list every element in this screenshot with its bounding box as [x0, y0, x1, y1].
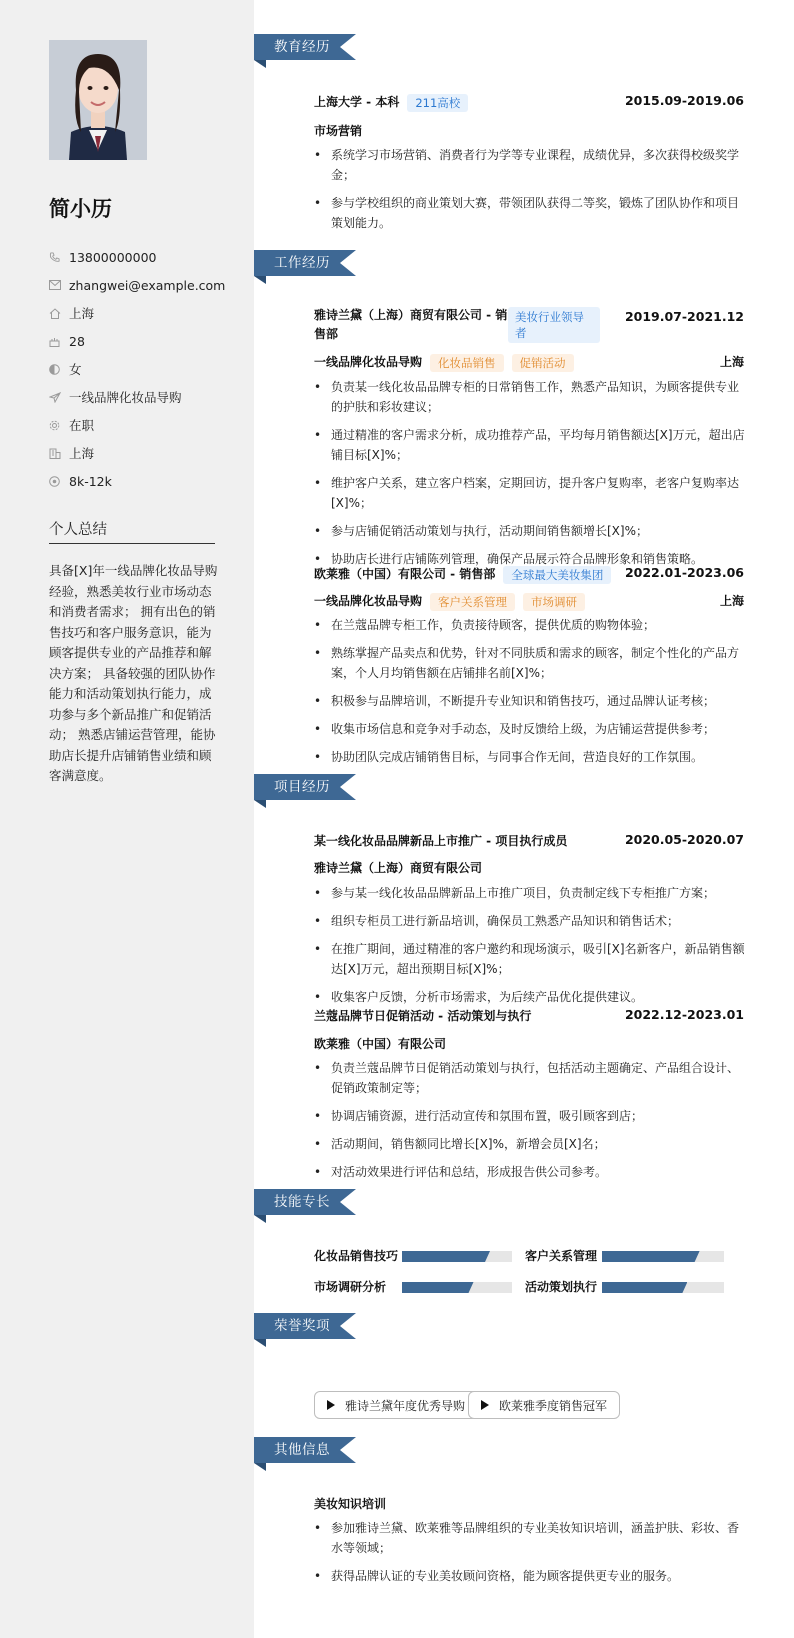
list-item: • 熟练掌握产品卖点和优势，针对不同肤质和需求的顾客，制定个性化的产品方案，个人月均销售额在店铺排名前[X]%； [314, 643, 746, 683]
contact-info-list [49, 243, 225, 495]
email-value: zhangwei@example.com [69, 277, 226, 293]
work-role-1 [314, 353, 574, 372]
other-title: 美妆知识培训 [314, 1497, 387, 1511]
work-bullets-1 [314, 377, 746, 577]
company-name: 欧莱雅（中国）有限公司 - 销售部 [314, 567, 496, 581]
profile-name: 简小历 [49, 197, 112, 221]
role-tag: 化妆品销售 [430, 354, 504, 372]
work-date-2: 2022.01-2023.06 [624, 565, 744, 580]
list-item: • 收集客户反馈，分析市场需求，为后续产品优化提供建议。 [314, 987, 746, 1007]
section-header-work [254, 250, 364, 276]
company-tag: 美妆行业领导者 [508, 307, 600, 343]
list-item: • 负责某一线化妆品品牌专柜的日常销售工作，熟悉产品知识，为顾客提供专业的护肤和彩妆建议； [314, 377, 746, 417]
info-age [49, 327, 225, 355]
work-bullets-2 [314, 615, 746, 775]
skill-bar [602, 1282, 724, 1293]
list-item: • 在兰蔻品牌专柜工作，负责接待顾客，提供优质的购物体验； [314, 615, 746, 635]
role-name: 一线品牌化妆品导购 [314, 594, 423, 608]
list-item: • 负责兰蔻品牌节日促销活动策划与执行，包括活动主题确定、产品组合设计、促销政策制定等； [314, 1058, 746, 1098]
skill-bar [402, 1251, 512, 1262]
list-item: • 系统学习市场营销、消费者行为学等专业课程，成绩优异，多次获得校级奖学金； [314, 145, 746, 185]
summary-divider [49, 543, 215, 544]
list-item: • 参与店铺促销活动策划与执行，活动期间销售额增长[X]%； [314, 521, 746, 541]
info-phone [49, 243, 225, 271]
list-item: • 维护客户关系，建立客户档案，定期回访，提升客户复购率，老客户复购率达[X]%； [314, 473, 746, 513]
home-icon [49, 308, 69, 319]
section-header-other [254, 1437, 364, 1463]
project-company-2: 欧莱雅（中国）有限公司 [314, 1037, 447, 1051]
award-name: 雅诗兰黛年度优秀导购 [345, 1398, 466, 1413]
mail-icon [49, 280, 69, 290]
other-bullets [314, 1518, 746, 1594]
school-tag: 211高校 [407, 94, 468, 112]
role-tag: 客户关系管理 [430, 593, 515, 611]
skill-name: 市场调研分析 [314, 1280, 387, 1294]
skill-bar-fill [602, 1282, 687, 1293]
section-header-project [254, 774, 364, 800]
work-role-2 [314, 592, 585, 611]
skill-item [314, 1247, 398, 1264]
list-item: • 组织专柜员工进行新品培训，确保员工熟悉产品知识和销售话术； [314, 911, 746, 931]
role-tag: 促销活动 [512, 354, 574, 372]
summary-title: 个人总结 [49, 522, 107, 538]
list-item: • 通过精准的客户需求分析，成功推荐产品，平均每月销售额达[X]万元，超出店铺目标[X]%； [314, 425, 746, 465]
section-title: 工作经历 [274, 255, 330, 271]
section-header-honors [254, 1313, 364, 1339]
company-tag: 全球最大美妆集团 [503, 566, 611, 584]
list-item: • 活动期间，销售额同比增长[X]%，新增会员[X]名； [314, 1134, 746, 1154]
info-target-city [49, 439, 225, 467]
section-title: 荣誉奖项 [274, 1318, 330, 1334]
info-status [49, 411, 225, 439]
education-major: 市场营销 [314, 124, 363, 138]
work-company-1: 雅诗兰黛（上海）商贸有限公司 - 销售部 [314, 308, 508, 341]
skill-bar-fill [402, 1282, 474, 1293]
status-value: 在职 [69, 418, 95, 433]
gender-icon [49, 364, 69, 375]
skill-bar-fill [402, 1251, 490, 1262]
list-item: • 协助店长进行店铺陈列管理，确保产品展示符合品牌形象和销售策略。 [314, 549, 746, 569]
award-badge [468, 1391, 620, 1419]
section-title: 技能专长 [274, 1194, 330, 1210]
target-job-value: 一线品牌化妆品导购 [69, 390, 182, 405]
section-title: 教育经历 [274, 39, 330, 55]
skill-item [525, 1247, 597, 1264]
summary-text: 具备[X]年一线品牌化妆品导购经验，熟悉美妆行业市场动态和消费者需求； 拥有出色的销售技巧和客户服务意识，能为顾客提供专业的产品推荐和解决方案； 具备较强的团队协作能力和活动策划执行能力，成功参与多个新品推广和促销活动； 熟悉店铺运营管理，能协助店长提升店铺销售业绩和顾客满意度。 [49, 563, 218, 783]
sidebar [0, 0, 254, 1638]
list-item: • 参加雅诗兰黛、欧莱雅等品牌组织的专业美妆知识培训，涵盖护肤、彩妆、香水等领域； [314, 1518, 746, 1558]
section-header-education [254, 34, 364, 60]
education-bullets [314, 145, 746, 241]
section-header-skills [254, 1189, 364, 1215]
skill-name: 客户关系管理 [525, 1249, 598, 1263]
project-title-2: 兰蔻品牌节日促销活动 - 活动策划与执行 [314, 1009, 532, 1023]
list-item: • 在推广期间，通过精准的客户邀约和现场演示，吸引[X]名新客户，新品销售额达[X]万元，超出预期目标[X]%； [314, 939, 746, 979]
project-company-1: 雅诗兰黛（上海）商贸有限公司 [314, 861, 483, 875]
list-item: • 对活动效果进行评估和总结，形成报告供公司参考。 [314, 1162, 746, 1182]
skill-item [525, 1278, 597, 1295]
project-title-1: 某一线化妆品品牌新品上市推广 - 项目执行成员 [314, 834, 568, 848]
building-icon [49, 448, 69, 459]
play-icon [481, 1400, 489, 1410]
skill-bar [602, 1251, 724, 1262]
work-date-1: 2019.07-2021.12 [624, 309, 744, 324]
list-item: • 协助团队完成店铺销售目标，与同事合作无间，营造良好的工作氛围。 [314, 747, 746, 767]
list-item: • 参与某一线化妆品品牌新品上市推广项目，负责制定线下专柜推广方案； [314, 883, 746, 903]
info-email [49, 271, 225, 299]
award-badge [314, 1391, 478, 1419]
section-title: 项目经历 [274, 779, 330, 795]
city-value: 上海 [69, 306, 95, 321]
award-name: 欧莱雅季度销售冠军 [499, 1398, 608, 1413]
skill-bar-fill [602, 1251, 700, 1262]
work-tag-1 [508, 307, 600, 343]
age-icon [49, 336, 69, 347]
list-item: • 获得品牌认证的专业美妆顾问资格，能为顾客提供更专业的服务。 [314, 1566, 746, 1586]
section-title: 其他信息 [274, 1442, 330, 1458]
role-name: 一线品牌化妆品导购 [314, 355, 423, 369]
phone-value: 13800000000 [69, 249, 157, 265]
age-value: 28 [69, 333, 85, 349]
list-item: • 收集市场信息和竞争对手动态，及时反馈给上级，为店铺运营提供参考； [314, 719, 746, 739]
list-item: • 参与学校组织的商业策划大赛，带领团队获得二等奖，锻炼了团队协作和项目策划能力。 [314, 193, 746, 233]
play-icon [327, 1400, 335, 1410]
gear-icon [49, 420, 69, 431]
salary-value: 8k-12k [69, 473, 112, 489]
info-salary [49, 467, 225, 495]
info-city [49, 299, 225, 327]
skill-bar [402, 1282, 512, 1293]
school-name: 上海大学 - 本科 [314, 95, 400, 109]
list-item: • 积极参与品牌培训，不断提升专业知识和销售技巧，通过品牌认证考核； [314, 691, 746, 711]
work-location-1: 上海 [719, 355, 744, 369]
skill-name: 活动策划执行 [525, 1280, 598, 1294]
work-location-2: 上海 [719, 594, 744, 608]
phone-icon [49, 252, 69, 263]
money-icon [49, 476, 69, 487]
project-bullets-2 [314, 1058, 746, 1190]
role-tag: 市场调研 [523, 593, 585, 611]
skill-name: 化妆品销售技巧 [314, 1249, 399, 1263]
project-date-2: 2022.12-2023.01 [624, 1007, 744, 1022]
education-date: 2015.09-2019.06 [624, 93, 744, 108]
gender-value: 女 [69, 362, 82, 377]
send-icon [49, 392, 69, 403]
info-target-job [49, 383, 225, 411]
project-bullets-1 [314, 883, 746, 1015]
project-date-1: 2020.05-2020.07 [624, 832, 744, 847]
list-item: • 协调店铺资源，进行活动宣传和氛围布置，吸引顾客到店； [314, 1106, 746, 1126]
profile-photo [49, 40, 147, 160]
skill-item [314, 1278, 386, 1295]
target-city-value: 上海 [69, 446, 95, 461]
info-gender [49, 355, 225, 383]
